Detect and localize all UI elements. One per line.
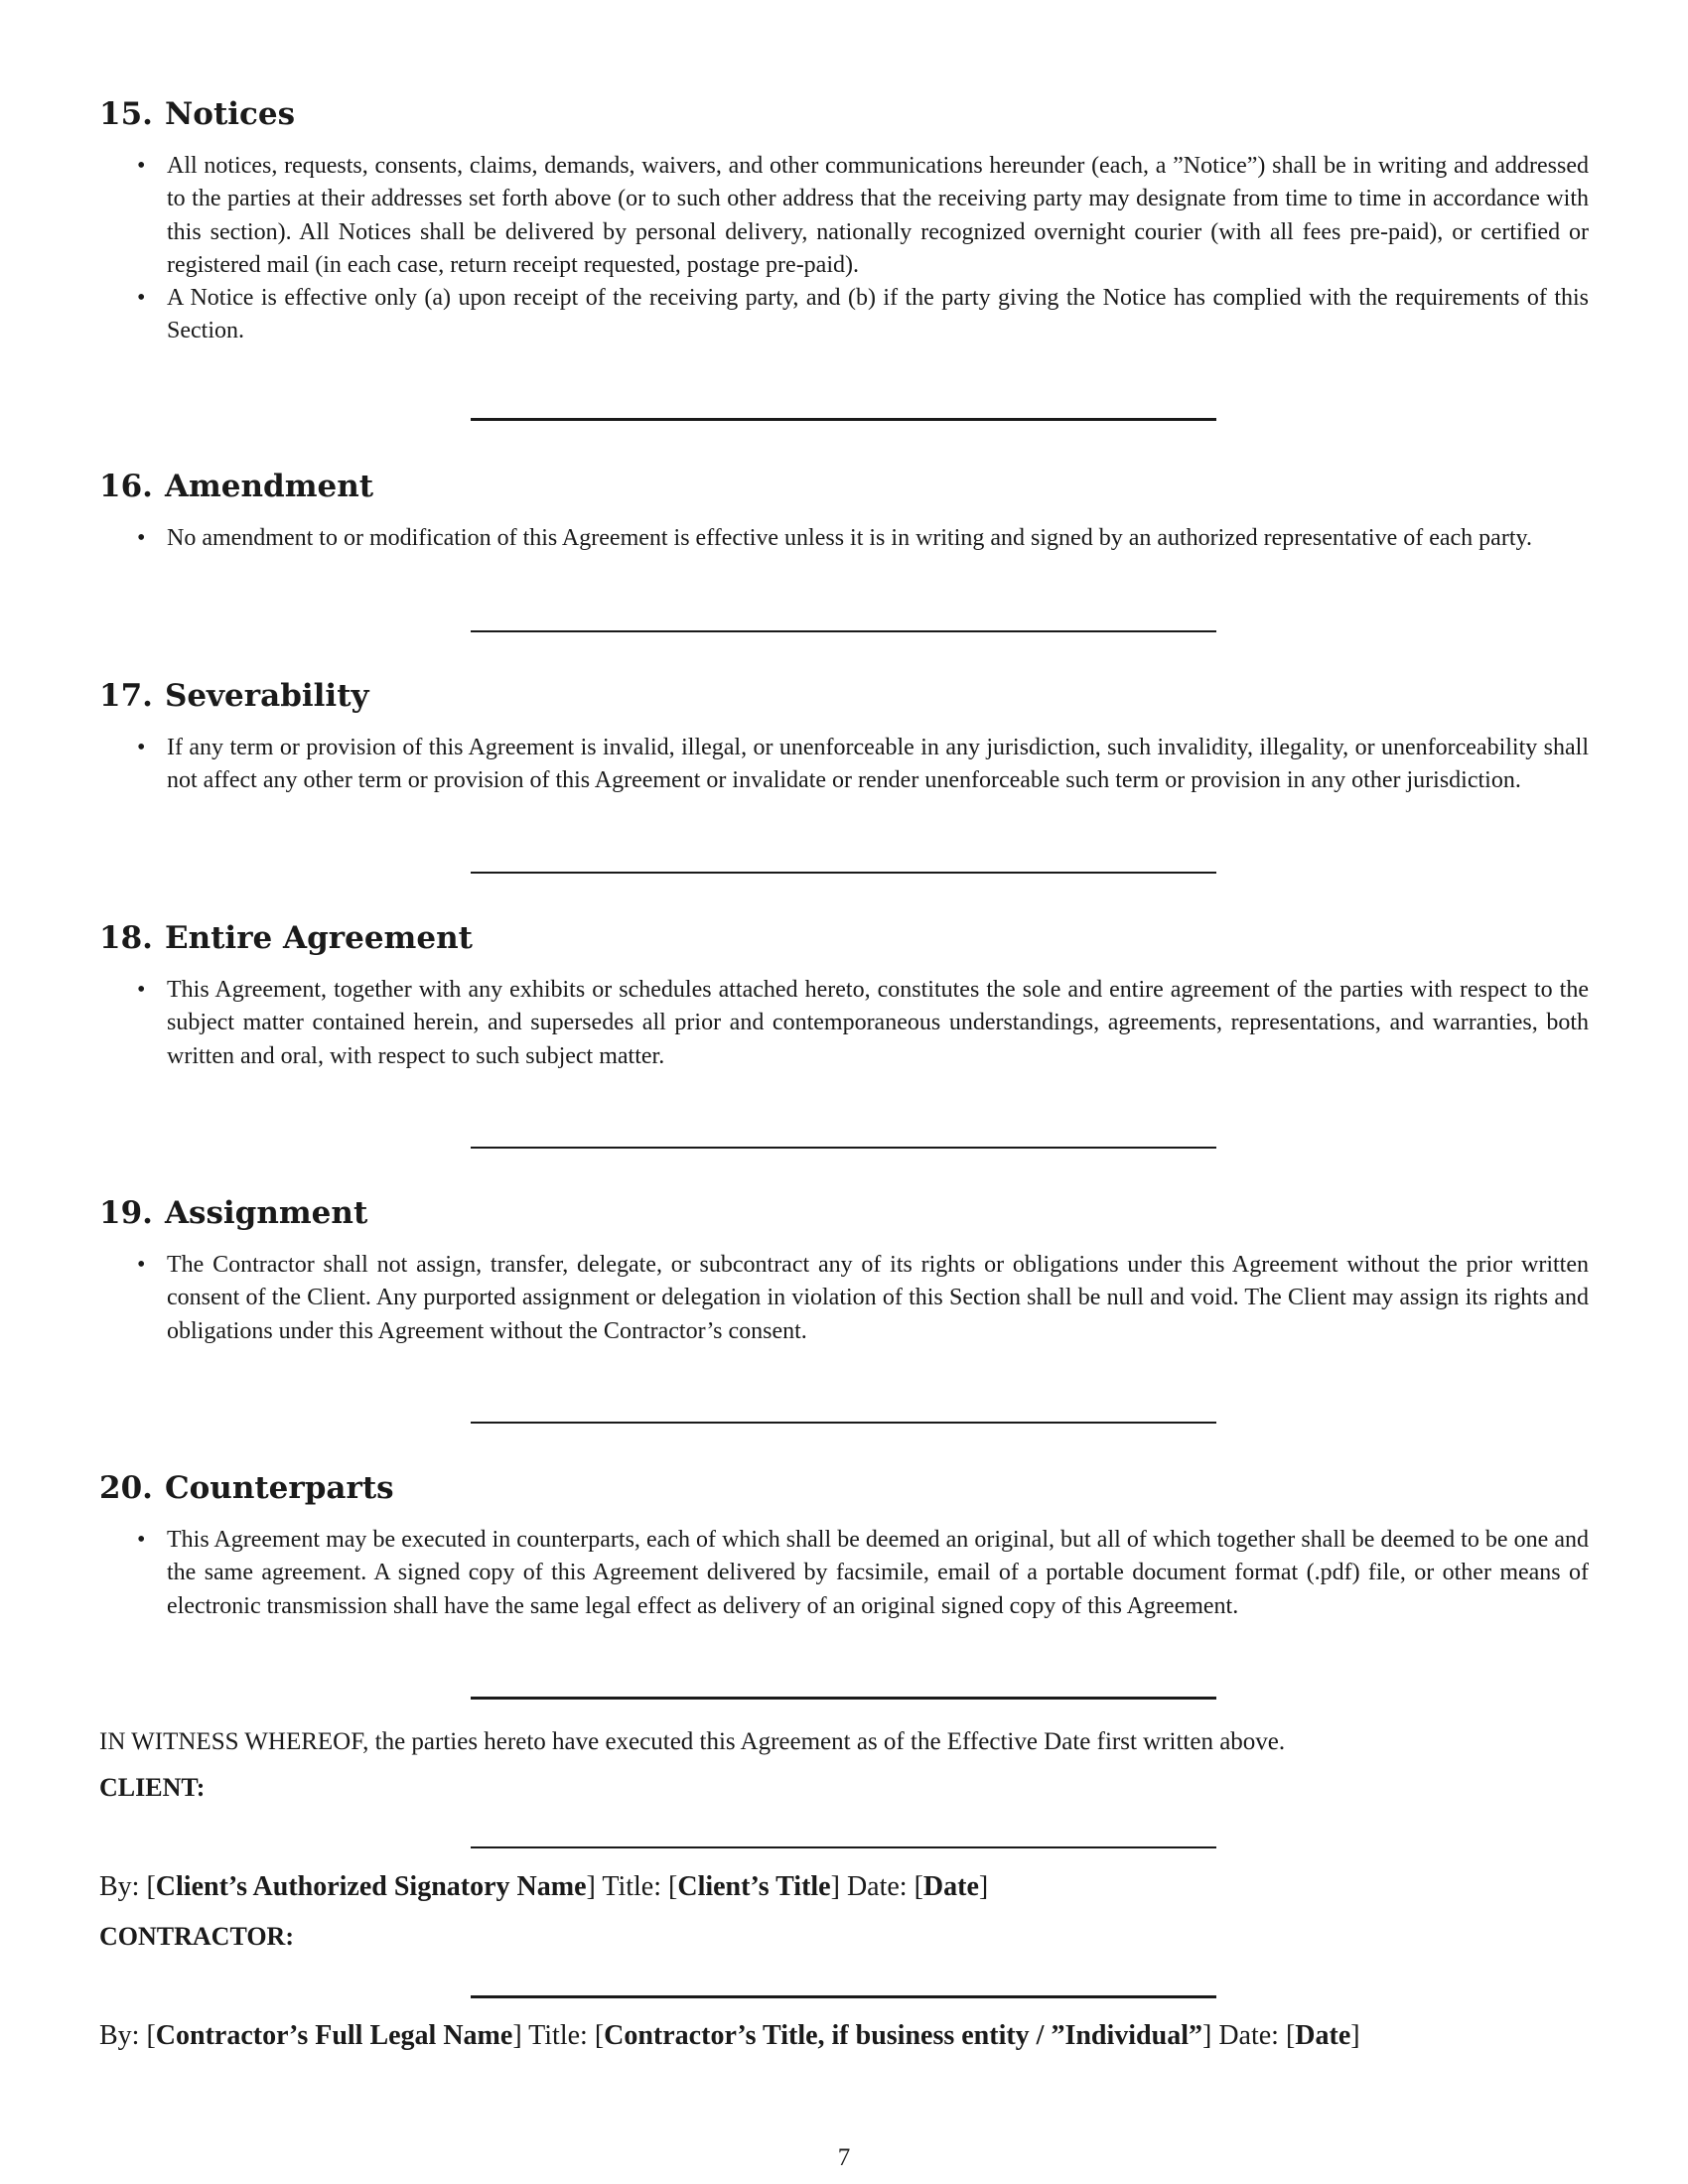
section-17-heading bbox=[99, 678, 369, 714]
section-divider bbox=[471, 872, 1216, 874]
section-title: Assignment bbox=[164, 1195, 368, 1231]
section-19-list bbox=[99, 1249, 1589, 1348]
contractor-heading: CONTRACTOR: bbox=[99, 1922, 294, 1951]
section-title: Entire Agreement bbox=[164, 920, 473, 956]
section-title: Counterparts bbox=[164, 1470, 394, 1506]
section-15-heading bbox=[99, 96, 296, 132]
title-label: Title: bbox=[602, 1871, 662, 1902]
list-item: • No amendment to or modification of this Agreement is effective unless it is in writing and signed by an authorized representative of each party. bbox=[99, 522, 1589, 555]
contractor-name: Contractor’s Full Legal Name bbox=[155, 2020, 513, 2051]
list-item: • A Notice is effective only (a) upon receipt of the receiving party, and (b) if the party giving the Notice has complied with the requirements of this Section. bbox=[99, 282, 1589, 348]
contractor-date: Date bbox=[1295, 2020, 1351, 2051]
client-signature-line bbox=[471, 1846, 1216, 1848]
section-18-heading bbox=[99, 920, 473, 956]
section-title: Notices bbox=[164, 96, 296, 132]
section-17-list bbox=[99, 732, 1589, 798]
section-18-list bbox=[99, 974, 1589, 1073]
client-signature-block: By: [Client’s Authorized Signatory Name] Title: [Client’s Title] Date: [Date] bbox=[99, 1871, 989, 1902]
client-signatory-name: Client’s Authorized Signatory Name bbox=[155, 1871, 587, 1902]
date-label: Date: bbox=[1218, 2020, 1279, 2051]
section-title: Amendment bbox=[164, 469, 374, 504]
section-16-list bbox=[99, 522, 1589, 555]
section-divider bbox=[471, 630, 1216, 632]
section-15-list bbox=[99, 150, 1589, 348]
section-20-list bbox=[99, 1524, 1589, 1623]
list-item: • This Agreement may be executed in counterparts, each of which shall be deemed an original, but all of which together shall be deemed to be one and the same agreement. A signed copy of this Agreement delivered by facsimile, email of a portable document format (.pdf) file, or other means of electronic transmission shall have the same legal effect as delivery of an original signed copy of this Agreement. bbox=[99, 1524, 1589, 1623]
client-title: Client’s Title bbox=[677, 1871, 831, 1902]
section-divider bbox=[471, 1697, 1216, 1700]
section-divider bbox=[471, 418, 1216, 421]
client-heading: CLIENT: bbox=[99, 1773, 206, 1802]
section-16-heading bbox=[99, 469, 374, 504]
section-divider bbox=[471, 1147, 1216, 1149]
client-date: Date bbox=[922, 1871, 979, 1902]
section-19-heading bbox=[99, 1195, 368, 1231]
section-divider bbox=[471, 1422, 1216, 1424]
contractor-signature-block: By: [Contractor’s Full Legal Name] Title: [Contractor’s Title, if business entity / ”Individual”] Date: [Date] bbox=[99, 2020, 1360, 2051]
section-20-heading bbox=[99, 1470, 394, 1506]
witness-statement: IN WITNESS WHEREOF, the parties hereto have executed this Agreement as of the Effective Date first written above. bbox=[99, 1728, 1286, 1755]
list-item: • This Agreement, together with any exhibits or schedules attached hereto, constitutes the sole and entire agreement of the parties with respect to the subject matter contained herein, and supersedes all prior and contemporaneous understandings, agreements, representations, and warranties, both written and oral, with respect to such subject matter. bbox=[99, 974, 1589, 1073]
contractor-title: Contractor’s Title, if business entity / ”Individual” bbox=[604, 2020, 1202, 2051]
list-item: • The Contractor shall not assign, transfer, delegate, or subcontract any of its rights or obligations under this Agreement without the prior written consent of the Client. Any purported assignment or delegation in violation of this Section shall be null and void. The Client may assign its rights and obligations under this Agreement without the Contractor’s consent. bbox=[99, 1249, 1589, 1348]
section-number: 20. bbox=[99, 1470, 153, 1506]
list-item: • If any term or provision of this Agreement is invalid, illegal, or unenforceable in any jurisdiction, such invalidity, illegality, or unenforceability shall not affect any other term or provision of this Agreement or invalidate or render unenforceable such term or provision in any other jurisdiction. bbox=[99, 732, 1589, 798]
section-number: 16. bbox=[99, 469, 153, 504]
section-number: 15. bbox=[99, 96, 153, 132]
list-item: • All notices, requests, consents, claims, demands, waivers, and other communications hereunder (each, a ”Notice”) shall be in writing and addressed to the parties at their addresses set forth above (or to such other address that the receiving party may designate from time to time in accordance with this section). All Notices shall be delivered by personal delivery, nationally recognized overnight courier (with all fees pre-paid), or certified or registered mail (in each case, return receipt requested, postage pre-paid). bbox=[99, 150, 1589, 282]
section-title: Severability bbox=[164, 678, 369, 714]
date-label: Date: bbox=[846, 1871, 908, 1902]
section-number: 17. bbox=[99, 678, 153, 714]
section-number: 18. bbox=[99, 920, 153, 956]
section-number: 19. bbox=[99, 1195, 153, 1231]
title-label: Title: bbox=[528, 2020, 588, 2051]
page-number: 7 bbox=[837, 2144, 851, 2171]
by-label: By: bbox=[99, 1871, 140, 1902]
contractor-signature-line bbox=[471, 1995, 1216, 1998]
by-label: By: bbox=[99, 2020, 140, 2051]
